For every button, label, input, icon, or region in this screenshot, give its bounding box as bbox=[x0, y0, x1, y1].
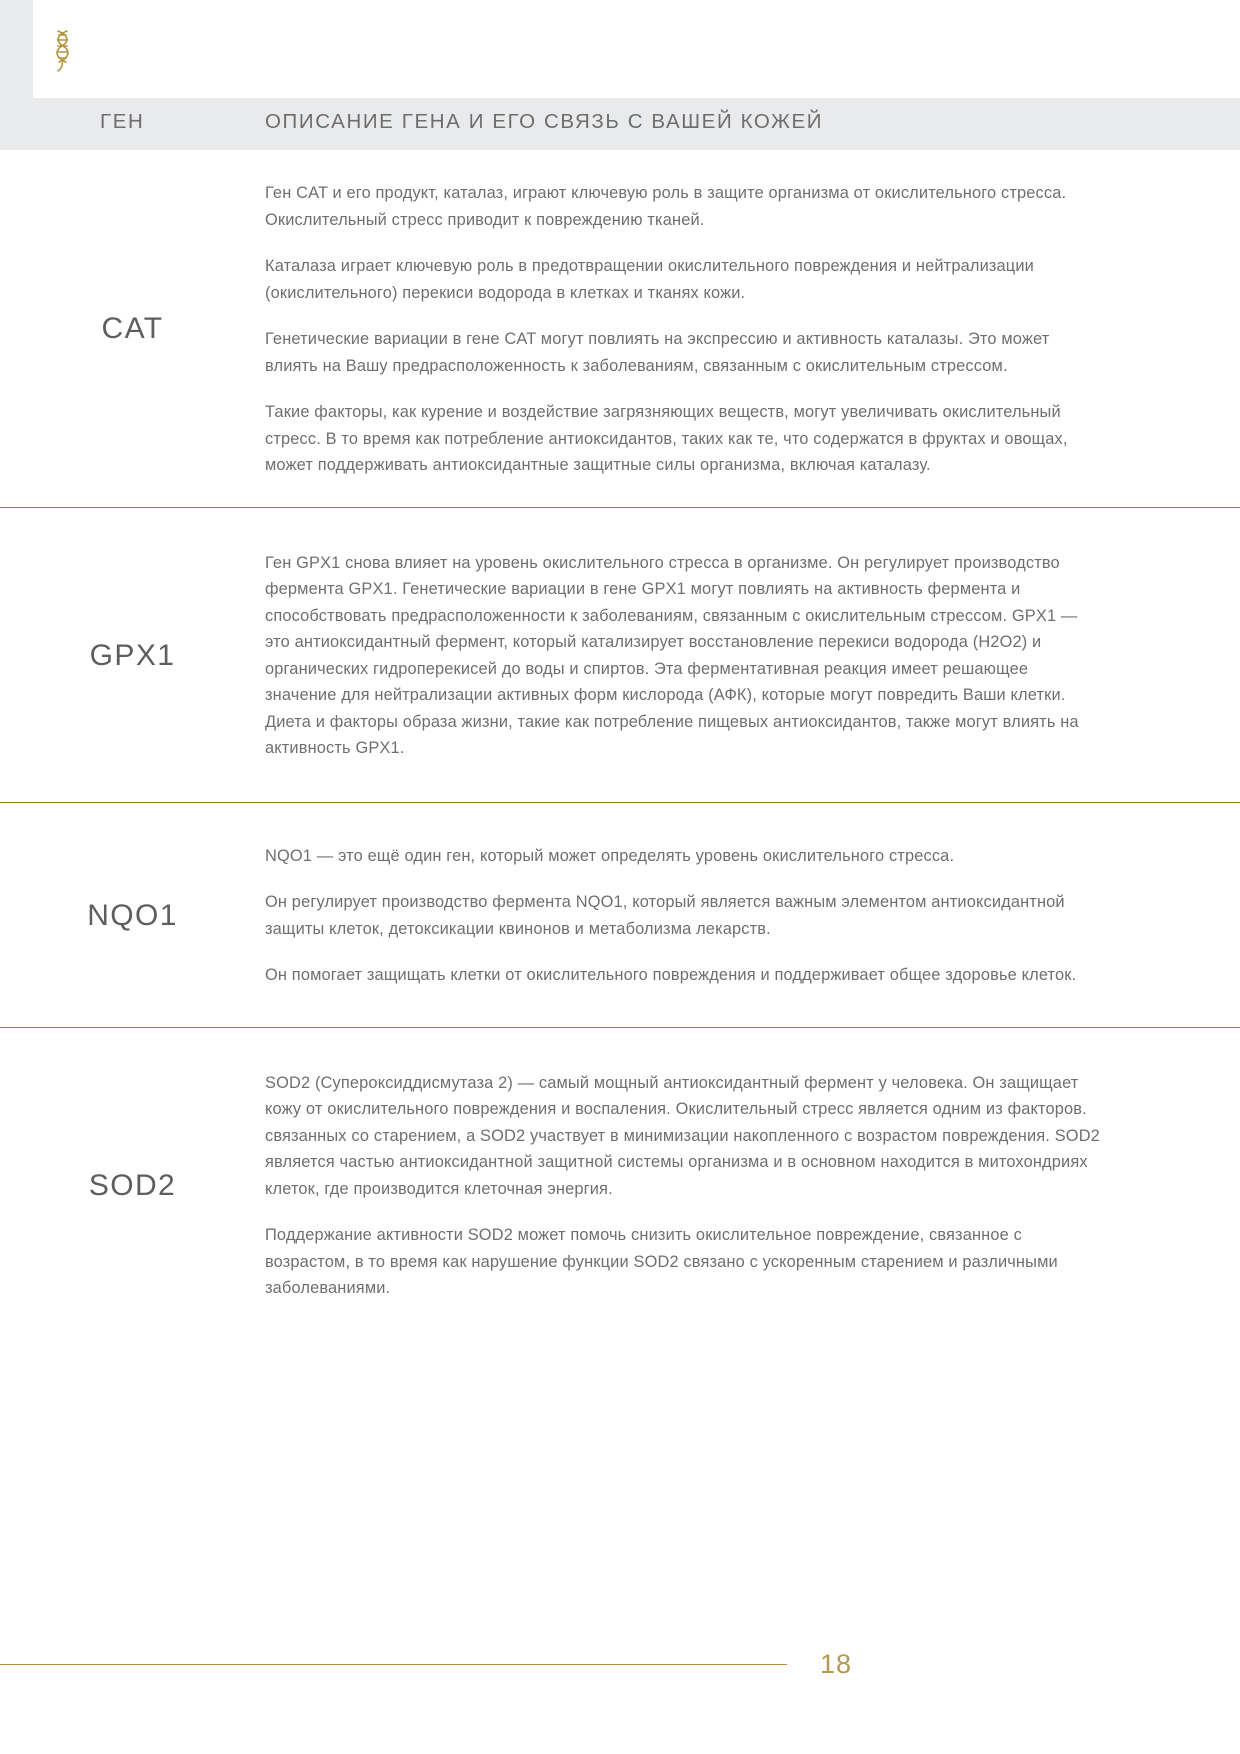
gene-description bbox=[265, 1070, 1240, 1302]
gene-description bbox=[265, 180, 1240, 479]
page-footer bbox=[0, 1649, 1240, 1679]
description-paragraph: Он помогает защищать клетки от окислительного повреждения и поддерживает общее здоровье клеток. bbox=[265, 966, 1077, 984]
table-row bbox=[0, 150, 1240, 507]
gene-description bbox=[265, 550, 1240, 762]
dna-helix-logo-icon bbox=[40, 27, 86, 75]
description-paragraph: Каталаза играет ключевую роль в предотвращении окислительного повреждения и нейтрализации (окислительного) перекиси водорода в клетках и тканях кожи. bbox=[265, 257, 1034, 302]
description-paragraph: Ген GPX1 снова влияет на уровень окислительного стресса в организме. Он регулирует производство фермента GPX1. Генетические вариации в гене GPX1 могут повлиять на активность фермента и способствовать предрасположенности к заболеваниям, связанным с окислительным стрессом. GPX1 — это антиоксидантный фермент, который катализирует восстановление перекиси водорода (H2O2) и органических гидроперекисей до воды и спиртов. Эта ферментативная реакция имеет решающее значение для нейтрализации активных форм кислорода (АФК), которые могут повредить Ваши клетки. Диета и факторы образа жизни, такие как потребление пищевых антиоксидантов, также могут влиять на активность GPX1. bbox=[265, 553, 1079, 757]
gene-name: CAT bbox=[101, 312, 164, 346]
description-paragraph: Ген CAT и его продукт, каталаз, играют ключевую роль в защите организма от окислительного стресса. Окислительный стресс приводит к повреждению тканей. bbox=[265, 184, 1067, 229]
column-header-gene: ГЕН bbox=[100, 110, 145, 133]
gene-table-body bbox=[0, 150, 1240, 1344]
gene-name: GPX1 bbox=[89, 638, 176, 672]
column-header-description: ОПИСАНИЕ ГЕНА И ЕГО СВЯЗЬ С ВАШЕЙ КОЖЕЙ bbox=[265, 110, 824, 133]
description-paragraph: Такие факторы, как курение и воздействие загрязняющих веществ, могут увеличивать окислительный стресс. В то время как потребление антиоксидантов, таких как те, что содержатся в фруктах и овощах, может поддерживать антиоксидантные защитные силы организма, включая каталазу. bbox=[265, 403, 1068, 474]
description-paragraph: NQO1 — это ещё один ген, который может определять уровень окислительного стресса. bbox=[265, 846, 955, 865]
description-paragraph: SOD2 (Супероксиддисмутаза 2) — самый мощный антиоксидантный фермент у человека. Он защищает кожу от окислительного повреждения и воспаления. Окислительный стресс является одним из факторов. связанных со старением, а SOD2 участвует в минимизации накопленного с возрастом повреждения. SOD2 является частью антиоксидантной защитной системы организма и в основном находится в митохондриях клеток, где производится клеточная энергия. bbox=[265, 1073, 1100, 1198]
page-number: 18 bbox=[820, 1649, 853, 1679]
gene-name: NQO1 bbox=[87, 898, 178, 932]
gene-name: SOD2 bbox=[88, 1168, 177, 1202]
table-header-band bbox=[0, 98, 1240, 150]
description-paragraph: Он регулирует производство фермента NQO1, который является важным элементом антиоксидантной защиты клеток, детоксикации квинонов и метаболизма лекарств. bbox=[265, 893, 1065, 938]
table-row bbox=[0, 803, 1240, 1027]
description-paragraph: Поддержание активности SOD2 может помочь снизить окислительное повреждение, связанное с возрастом, в то время как нарушение функции SOD2 связано с ускоренным старением и различными заболеваниями. bbox=[265, 1226, 1058, 1297]
table-row bbox=[0, 508, 1240, 802]
gene-description bbox=[265, 843, 1240, 989]
footer-rule bbox=[0, 1664, 787, 1665]
table-row bbox=[0, 1028, 1240, 1344]
description-paragraph: Генетические вариации в гене CAT могут повлиять на экспрессию и активность каталазы. Это может влиять на Вашу предрасположенность к заболеваниям, связанным с окислительным стрессом. bbox=[265, 330, 1050, 375]
header-left-rail bbox=[0, 0, 33, 98]
page-header bbox=[0, 0, 1240, 98]
